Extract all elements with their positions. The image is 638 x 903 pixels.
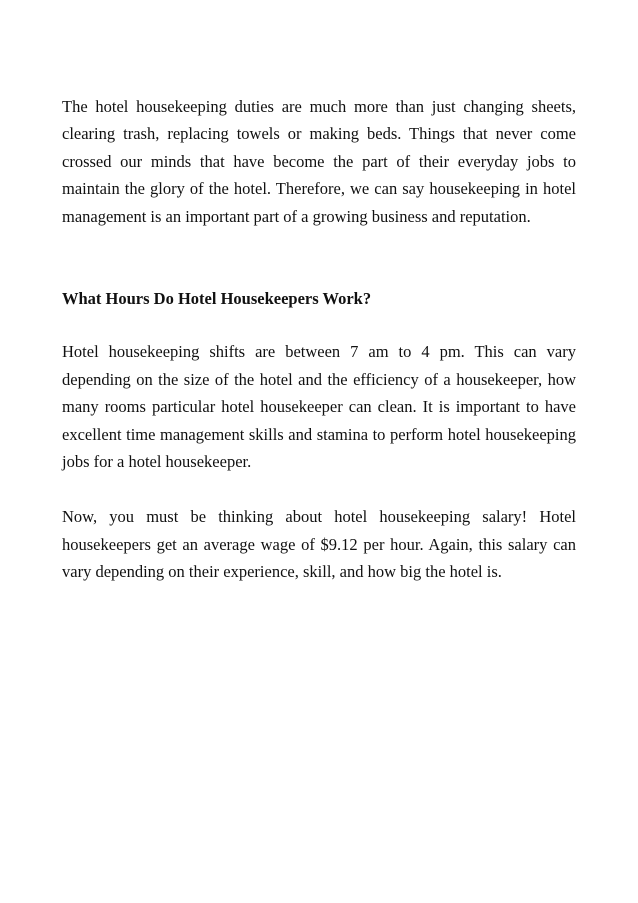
hours-paragraph: Hotel housekeeping shifts are between 7 am to 4 pm. This can vary depending on the size of the hotel and the efficiency of a housekeeper, how many rooms particular hotel housekeeper can clean. It is important to have excellent time management skills and stamina to perform hotel housekeeping jobs for a hotel housekeeper. bbox=[62, 342, 576, 472]
intro-paragraph: The hotel housekeeping duties are much more than just changing sheets, clearing trash, replacing towels or making beds. Things that never come crossed our minds that have become the part of their everyday jobs to maintain the glory of the hotel. Therefore, we can say housekeeping in hotel management is an important part of a growing business and reputation. bbox=[62, 97, 576, 226]
salary-paragraph: Now, you must be thinking about hotel housekeeping salary! Hotel housekeepers get an average wage of $9.12 per hour. Again, this salary can vary depending on their experience, skill, and how big the hotel is. bbox=[62, 507, 576, 582]
document-page bbox=[62, 93, 576, 586]
section-heading: What Hours Do Hotel Housekeepers Work? bbox=[62, 289, 372, 309]
